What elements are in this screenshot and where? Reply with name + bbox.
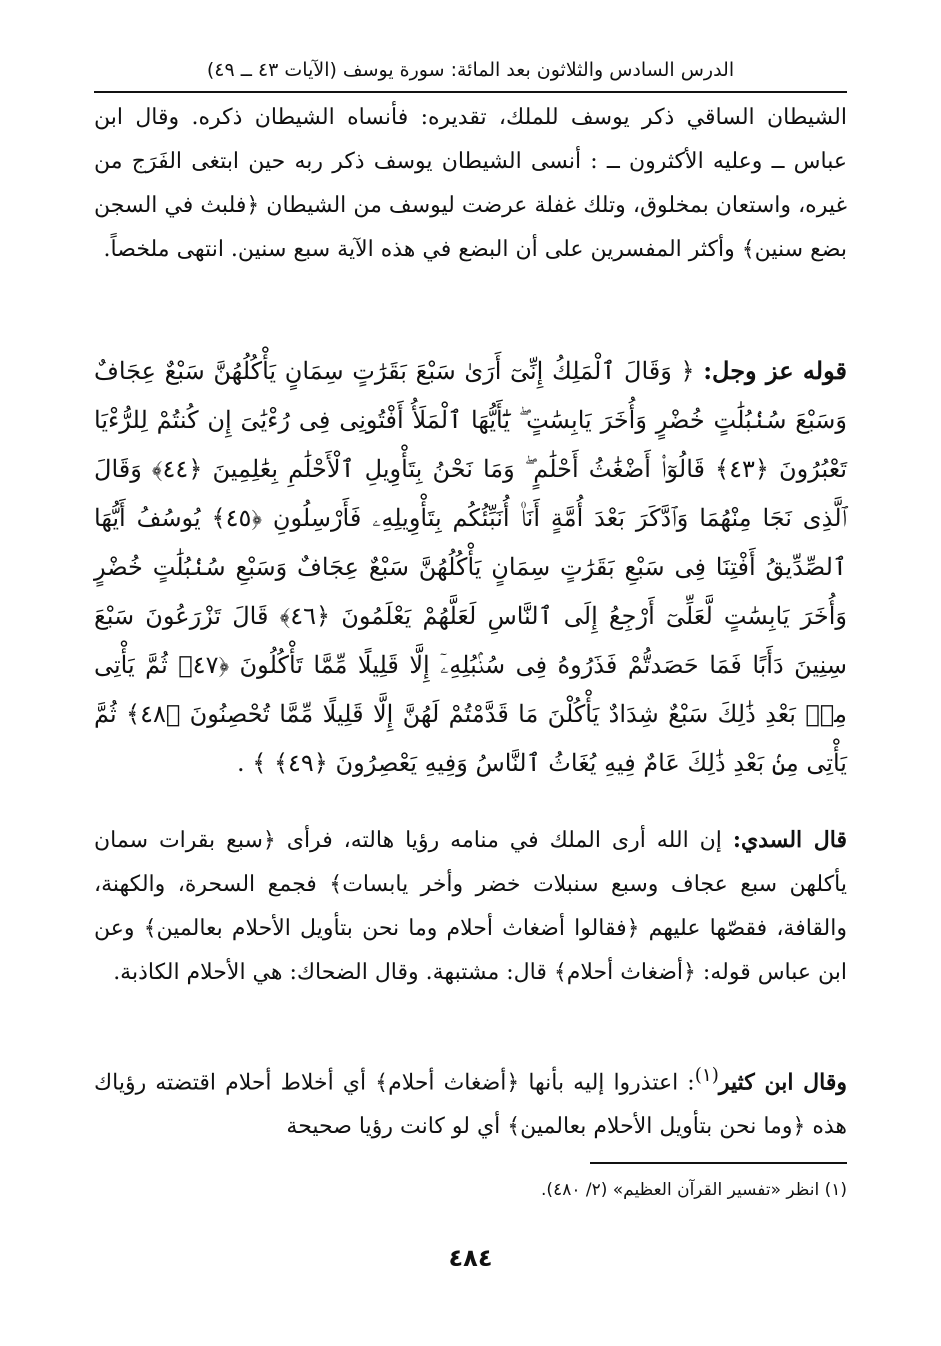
page-number: ٤٨٤ <box>448 1244 493 1272</box>
quran-verses: ﴿ وَقَالَ ٱلْمَلِكُ إِنِّىٓ أَرَىٰ سَبْعَ بَقَرَٰتٍ سِمَانٍ يَأْكُلُهُنَّ سَبْعٌ عِجَافٌ وَسَبْعَ سُنۢبُلَٰتٍ خُضْرٍ وَأُخَرَ يَابِسَٰتٍ ۖ يَٰٓأَيُّهَا ٱلْمَلَأُ أَفْتُونِى فِى رُءْيَٰىَ إِن كُنتُمْ لِلرُّءْيَا تَعْبُرُونَ ﴿٤٣﴾ قَالُوٓا۟ أَضْغَٰثُ أَحْلَٰمٍ ۖ وَمَا نَحْنُ بِتَأْوِيلِ ٱلْأَحْلَٰمِ بِعَٰلِمِينَ ﴿٤٤﴾ وَقَالَ ٱلَّذِى نَجَا مِنْهُمَا وَٱدَّكَرَ بَعْدَ أُمَّةٍ أَنَا۠ أُنَبِّئُكُم بِتَأْوِيلِهِۦ فَأَرْسِلُونِ ﴿٤٥﴾ يُوسُفُ أَيُّهَا ٱلصِّدِّيقُ أَفْتِنَا فِى سَبْعِ بَقَرَٰتٍ سِمَانٍ يَأْكُلُهُنَّ سَبْعٌ عِجَافٌ وَسَبْعِ سُنۢبُلَٰتٍ خُضْرٍ وَأُخَرَ يَابِسَٰتٍ لَّعَلِّىٓ أَرْجِعُ إِلَى ٱلنَّاسِ لَعَلَّهُمْ يَعْلَمُونَ ﴿٤٦﴾ قَالَ تَزْرَعُونَ سَبْعَ سِنِينَ دَأَبًا فَمَا حَصَدتُّمْ فَذَرُوهُ فِى سُنۢبُلِهِۦٓ إِلَّا قَلِيلًا مِّمَّا تَأْكُلُونَ ﴿٤٧﴾ ثُمَّ يَأْتِى مِنۢ بَعْدِ ذَٰلِكَ سَبْعٌ شِدَادٌ يَأْكُلْنَ مَا قَدَّمْتُمْ لَهُنَّ إِلَّا قَلِيلًا مِّمَّا تُحْصِنُونَ ﴿٤٨﴾ ثُمَّ يَأْتِى مِنۢ بَعْدِ ذَٰلِكَ عَامٌ فِيهِ يُغَاثُ ٱلنَّاسُ وَفِيهِ يَعْصِرُونَ ﴿٤٩﴾ ﴾ . <box>94 357 847 777</box>
ibn-kathir-lead: وقال ابن كثير <box>718 1069 847 1096</box>
paragraph-suddi <box>94 818 847 995</box>
running-header: الدرس السادس والثلاثون بعد المائة: سورة يوسف (الآيات ٤٣ ــ ٤٩) <box>206 59 735 81</box>
paragraph-intro: الشيطان الساقي ذكر يوسف للملك، تقديره: فأنساه الشيطان ذكره. وقال ابن عباس ــ وعليه الأكثرون ــ : أنسى الشيطان يوسف ذكر ربه حين ابتغى الفَرَج من غيره، واستعان بمخلوق، وتلك غفلة عرضت ليوسف من الشيطان ﴿فلبث في السجن بضع سنين﴾ وأكثر المفسرين على أن البضع في هذه الآية سبع سنين. انتهى ملخصاً. <box>94 105 847 262</box>
ibn-kathir-body: : اعتذروا إليه بأنها ﴿أضغاث أحلام﴾ أي أخلاط أحلام اقتضته رؤياك هذه ﴿وما نحن بتأويل الأحلام بعالمين﴾ أي لو كانت رؤيا صحيحة <box>94 1070 847 1140</box>
paragraph-ibn-kathir <box>94 1054 847 1149</box>
paragraph-verses <box>94 346 847 788</box>
suddi-body: إن الله أرى الملك في منامه رؤيا هالته، فرأى ﴿سبع بقرات سمان يأكلهن سبع عجاف وسبع سنبلات خضر وأخر يابسات﴾ فجمع السحرة، والكهنة، والقافة، فقصّها عليهم ﴿فقالوا أضغاث أحلام وما نحن بتأويل الأحلام بعالمين﴾ وعن ابن عباس قوله: ﴿أضغاث أحلام﴾ قال: مشتبهة. وقال الضحاك: هي الأحلام الكاذبة. <box>94 828 847 985</box>
suddi-lead: قال السدي: <box>732 827 847 853</box>
verses-lead: قوله عز وجل: <box>703 356 847 385</box>
footnote-reference: (١) <box>694 1065 719 1086</box>
header-divider <box>94 91 847 93</box>
footnote-divider <box>590 1162 847 1164</box>
footnote: (١) انظر «تفسير القرآن العظيم» (٢/ ٤٨٠). <box>541 1180 847 1200</box>
